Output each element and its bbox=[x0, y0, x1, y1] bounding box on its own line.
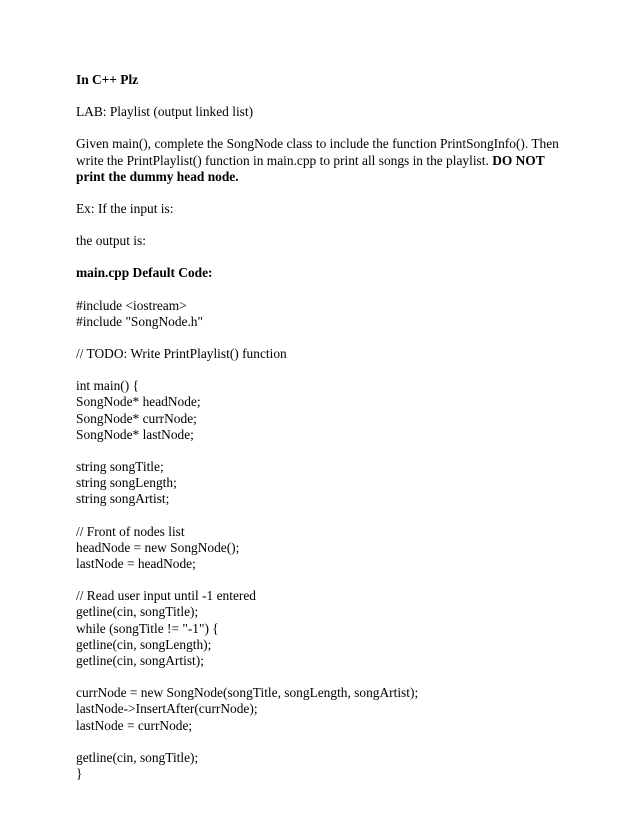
code-line: getline(cin, songTitle); bbox=[76, 749, 199, 765]
code-line: #include "SongNode.h" bbox=[76, 313, 203, 329]
code-line: // TODO: Write PrintPlaylist() function bbox=[76, 346, 287, 362]
example-output-label: the output is: bbox=[76, 233, 146, 249]
code-line: currNode = new SongNode(songTitle, songLength, songArtist); bbox=[76, 685, 419, 701]
code-line: lastNode->InsertAfter(currNode); bbox=[76, 701, 258, 717]
lab-title: LAB: Playlist (output linked list) bbox=[76, 104, 254, 120]
code-line: while (songTitle != "-1") { bbox=[76, 620, 219, 636]
instructions-bold-note: DO NOT print the dummy head node. bbox=[76, 152, 548, 184]
code-line: string songTitle; bbox=[76, 459, 164, 475]
code-line: string songArtist; bbox=[76, 491, 170, 507]
code-line: int main() { bbox=[76, 378, 139, 394]
code-line: // Read user input until -1 entered bbox=[76, 588, 256, 604]
code-block bbox=[76, 685, 576, 734]
code-line: SongNode* lastNode; bbox=[76, 426, 194, 442]
instructions-paragraph bbox=[76, 136, 576, 185]
code-line: headNode = new SongNode(); bbox=[76, 539, 240, 555]
document-body bbox=[76, 72, 576, 798]
example-input-label: Ex: If the input is: bbox=[76, 201, 174, 217]
code-block bbox=[76, 588, 576, 669]
code-line: lastNode = headNode; bbox=[76, 556, 196, 572]
code-line: SongNode* currNode; bbox=[76, 410, 197, 426]
code-heading: main.cpp Default Code: bbox=[76, 265, 213, 281]
code-line: } bbox=[76, 766, 83, 782]
code-line: // Front of nodes list bbox=[76, 523, 185, 539]
code-line: lastNode = currNode; bbox=[76, 717, 193, 733]
code-line: getline(cin, songTitle); bbox=[76, 604, 199, 620]
code-listing bbox=[76, 298, 576, 783]
code-block bbox=[76, 750, 576, 782]
code-line: string songLength; bbox=[76, 475, 177, 491]
instructions-text: Given main(), complete the SongNode class to include the function PrintSongInfo(). Then write the PrintPlaylist() function in main.cpp to print all songs in the playlist. bbox=[76, 136, 563, 168]
code-line: getline(cin, songLength); bbox=[76, 636, 212, 652]
code-block bbox=[76, 346, 576, 362]
code-line: getline(cin, songArtist); bbox=[76, 653, 204, 669]
heading: In C++ Plz bbox=[76, 72, 139, 87]
code-block bbox=[76, 298, 576, 330]
code-block bbox=[76, 459, 576, 508]
code-line: #include <iostream> bbox=[76, 297, 187, 313]
code-block bbox=[76, 524, 576, 573]
code-block bbox=[76, 378, 576, 443]
code-line: SongNode* headNode; bbox=[76, 394, 201, 410]
